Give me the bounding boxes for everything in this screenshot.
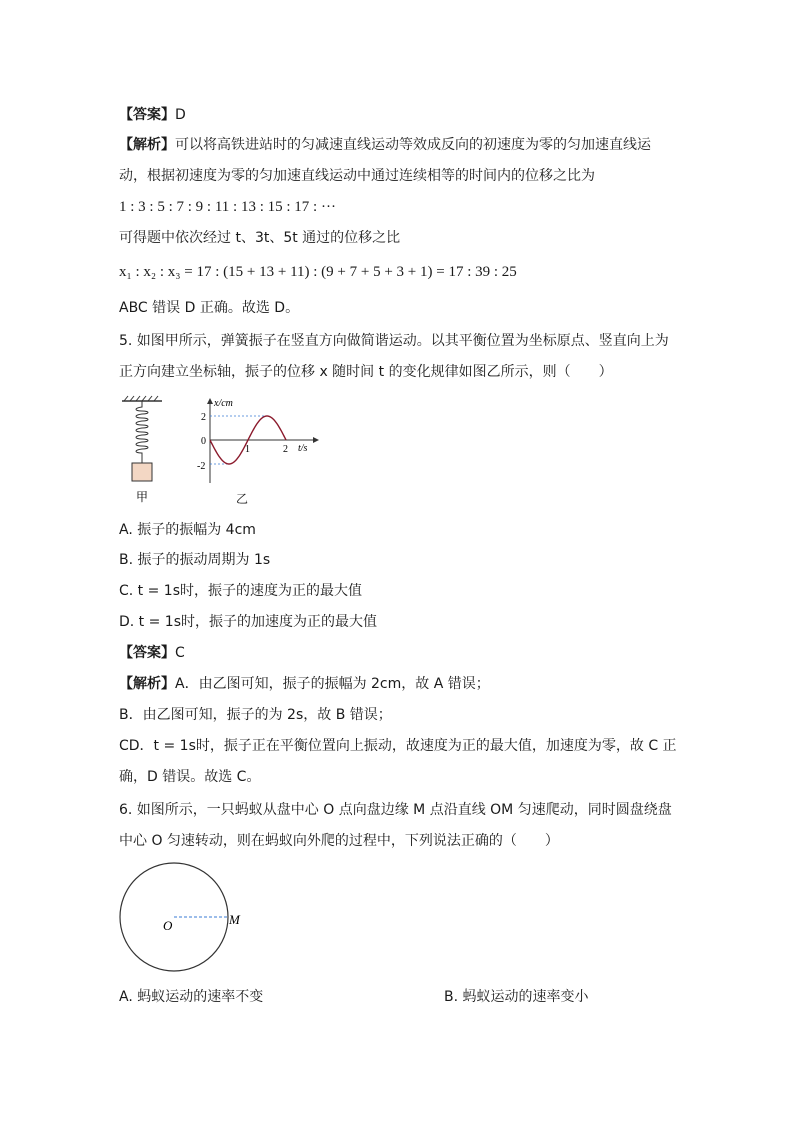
q6-stem-line1: 6. 如图所示，一只蚂蚁从盘中心 O 点向盘边缘 M 点沿直线 OM 匀速爬动，同时圆盘绕盘 [119,802,672,818]
q5-stem-line2: 正方向建立坐标轴，振子的位移 x 随时间 t 的变化规律如图乙所示，则（ ） [119,364,613,380]
q5-option-a: A. 振子的振幅为 4cm [119,522,256,538]
q5-option-d: D. t = 1s时，振子的加速度为正的最大值 [119,614,378,630]
q4-answer-value: D [175,107,186,123]
q5-option-c: C. t = 1s时，振子的速度为正的最大值 [119,583,362,599]
q5-answer-line [119,643,185,663]
q5-stem-line1: 5. 如图甲所示，弹簧振子在竖直方向做简谐运动。以其平衡位置为坐标原点、竖直向上为 [119,333,669,349]
q5-option-b: B. 振子的振动周期为 1s [119,552,271,568]
q4-analysis-line1 [119,135,651,155]
label-o: O [163,918,173,933]
q4-analysis-text1: 可以将高铁进站时的匀减速直线运动等效成反向的初速度为零的匀加速直线运 [175,137,651,153]
q4-answer-tag: 【答案】 [119,107,175,123]
q5-analysis-a: A．由乙图可知，振子的振幅为 2cm，故 A 错误； [175,676,490,692]
y-tick-bottom: -2 [197,461,206,472]
label-m: M [229,912,240,927]
q4-analysis-tag: 【解析】 [119,137,175,153]
q5-analysis-cd-1: CD．t = 1s时，振子正在平衡位置向上振动，故速度为正的最大值，加速度为零，故 C 正 [119,738,677,754]
y-tick-top: 2 [201,412,206,423]
x-tick-1: 1 [245,444,250,455]
q4-analysis-line2: 动，根据初速度为零的匀加速直线运动中通过连续相等的时间内的位移之比为 [119,168,595,184]
q5-answer-tag: 【答案】 [119,645,175,661]
y-axis-label: x/cm [214,398,233,409]
oscillator-block [132,463,152,481]
q5-xt-graph [190,395,330,505]
q6-option-b: B. 蚂蚁运动的速率变小 [444,989,589,1005]
q4-conclusion: ABC 错误 D 正确。故选 D。 [119,300,300,316]
q6-stem-line2: 中心 O 匀速转动，则在蚂蚁向外爬的过程中，下列说法正确的（ ） [119,833,559,849]
q4-ratio-formula: x₁ : x₂ : x₃ = 17 : (15 + 13 + 11) : (9 + 7 + 5 + 3 + 1) = 17 : 39 : 25 [119,264,517,280]
x-axis-label: t/s [298,443,308,454]
q5-spring-figure [118,395,168,505]
figure-label-yi: 乙 [236,492,249,506]
y-tick-zero: 0 [201,436,206,447]
q6-option-a: A. 蚂蚁运动的速率不变 [119,989,264,1005]
q4-ratio-intro: 可得题中依次经过 t、3t、5t 通过的位移之比 [119,230,401,246]
figure-label-jia: 甲 [135,490,149,504]
q4-ratio-series: 1 : 3 : 5 : 7 : 9 : 11 : 13 : 15 : 17 : ··· [119,199,336,215]
q5-analysis-line-a [119,674,490,694]
x-tick-2: 2 [283,444,288,455]
q5-answer-value: C [175,645,185,661]
q6-disk-figure [118,860,258,980]
q5-analysis-tag: 【解析】 [119,676,175,692]
spring-coil [136,401,148,463]
q4-answer-line [119,105,186,125]
q5-analysis-cd-2: 确，D 错误。故选 C。 [119,769,261,785]
q5-analysis-b: B．由乙图可知，振子的为 2s，故 B 错误； [119,707,392,723]
